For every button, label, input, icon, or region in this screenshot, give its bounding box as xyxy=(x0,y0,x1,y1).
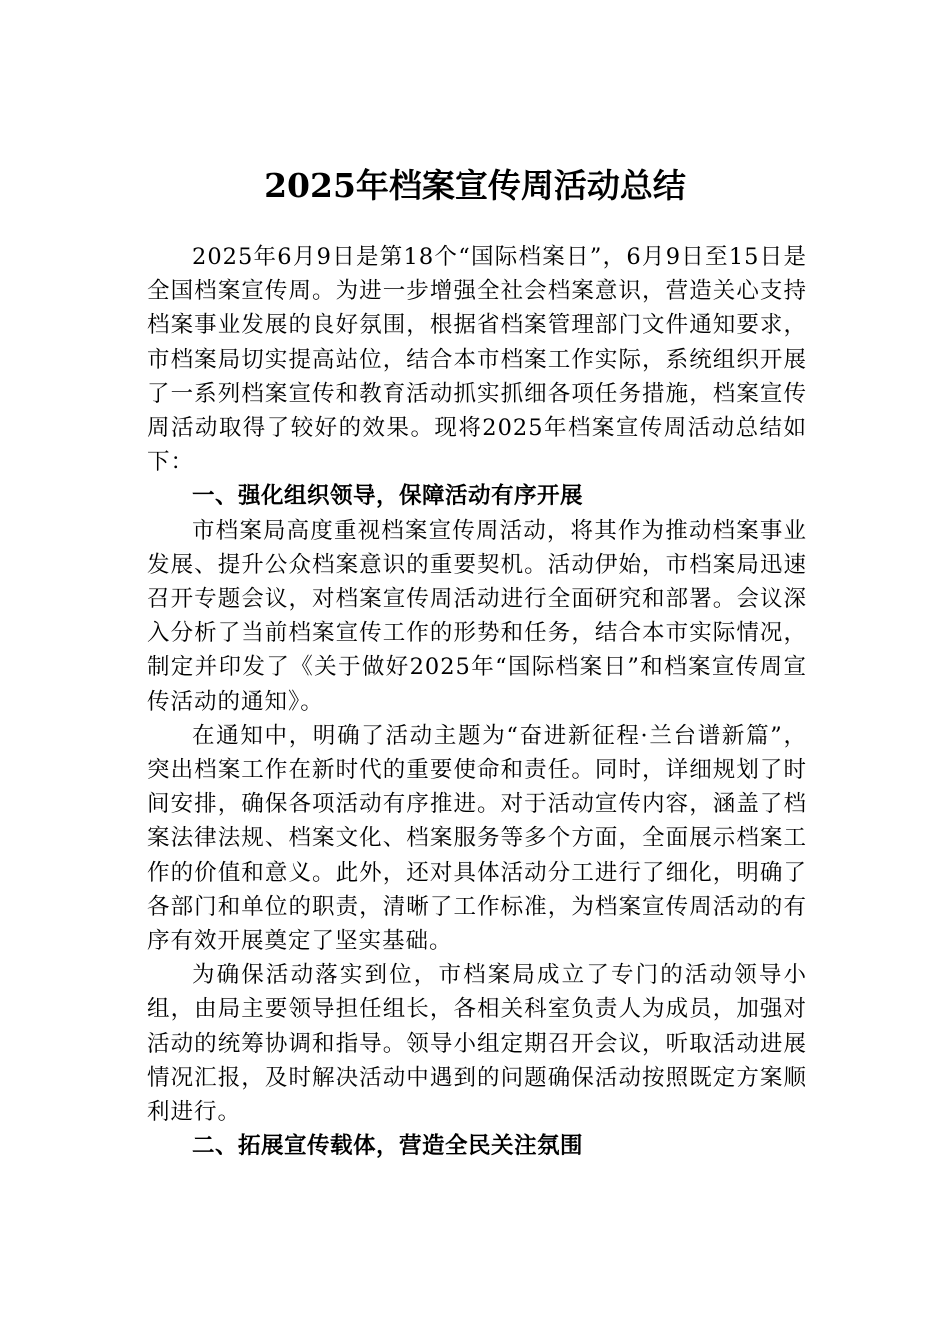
section-heading-1: 一、强化组织领导，保障活动有序开展 xyxy=(192,483,584,510)
section1-paragraph-3: 为确保活动落实到位，市档案局成立了专门的活动领导小组，由局主要领导担任组长，各相关科室负责人为成员，加强对活动的统筹协调和指导。领导小组定期召开会议，听取活动进展情况汇报，及时解决活动中遇到的问题确保活动按照既定方案顺利进行。 xyxy=(147,962,807,1126)
intro-paragraph: 2025年6月9日是第18个“国际档案日”，6月9日至15日是全国档案宣传周。为进一步增强全社会档案意识，营造关心支持档案事业发展的良好氛围，根据省档案管理部门文件通知要求，市档案局切实提高站位，结合本市档案工作实际，系统组织开展了一系列档案宣传和教育活动抓实抓细各项任务措施，档案宣传周活动取得了较好的效果。现将2025年档案宣传周活动总结如下： xyxy=(147,244,807,476)
section1-paragraph-2: 在通知中，明确了活动主题为“奋进新征程·兰台谱新篇”，突出档案工作在新时代的重要使命和责任。同时，详细规划了时间安排，确保各项活动有序推进。对于活动宣传内容，涵盖了档案法律法规、档案文化、档案服务等多个方面，全面展示档案工作的价值和意义。此外，还对具体活动分工进行了细化，明确了各部门和单位的职责，清晰了工作标准，为档案宣传周活动的有序有效开展奠定了坚实基础。 xyxy=(147,722,807,955)
section-heading-2: 二、拓展宣传载体，营造全民关注氛围 xyxy=(192,1133,584,1160)
document-title: 2025年档案宣传周活动总结 xyxy=(264,166,686,205)
section1-paragraph-1: 市档案局高度重视档案宣传周活动，将其作为推动档案事业发展、提升公众档案意识的重要契机。活动伊始，市档案局迅速召开专题会议，对档案宣传周活动进行全面研究和部署。会议深入分析了当前档案宣传工作的形势和任务，结合本市实际情况，制定并印发了《关于做好2025年“国际档案日”和档案宣传周宣传活动的通知》。 xyxy=(147,517,807,715)
document-body xyxy=(147,240,807,1163)
